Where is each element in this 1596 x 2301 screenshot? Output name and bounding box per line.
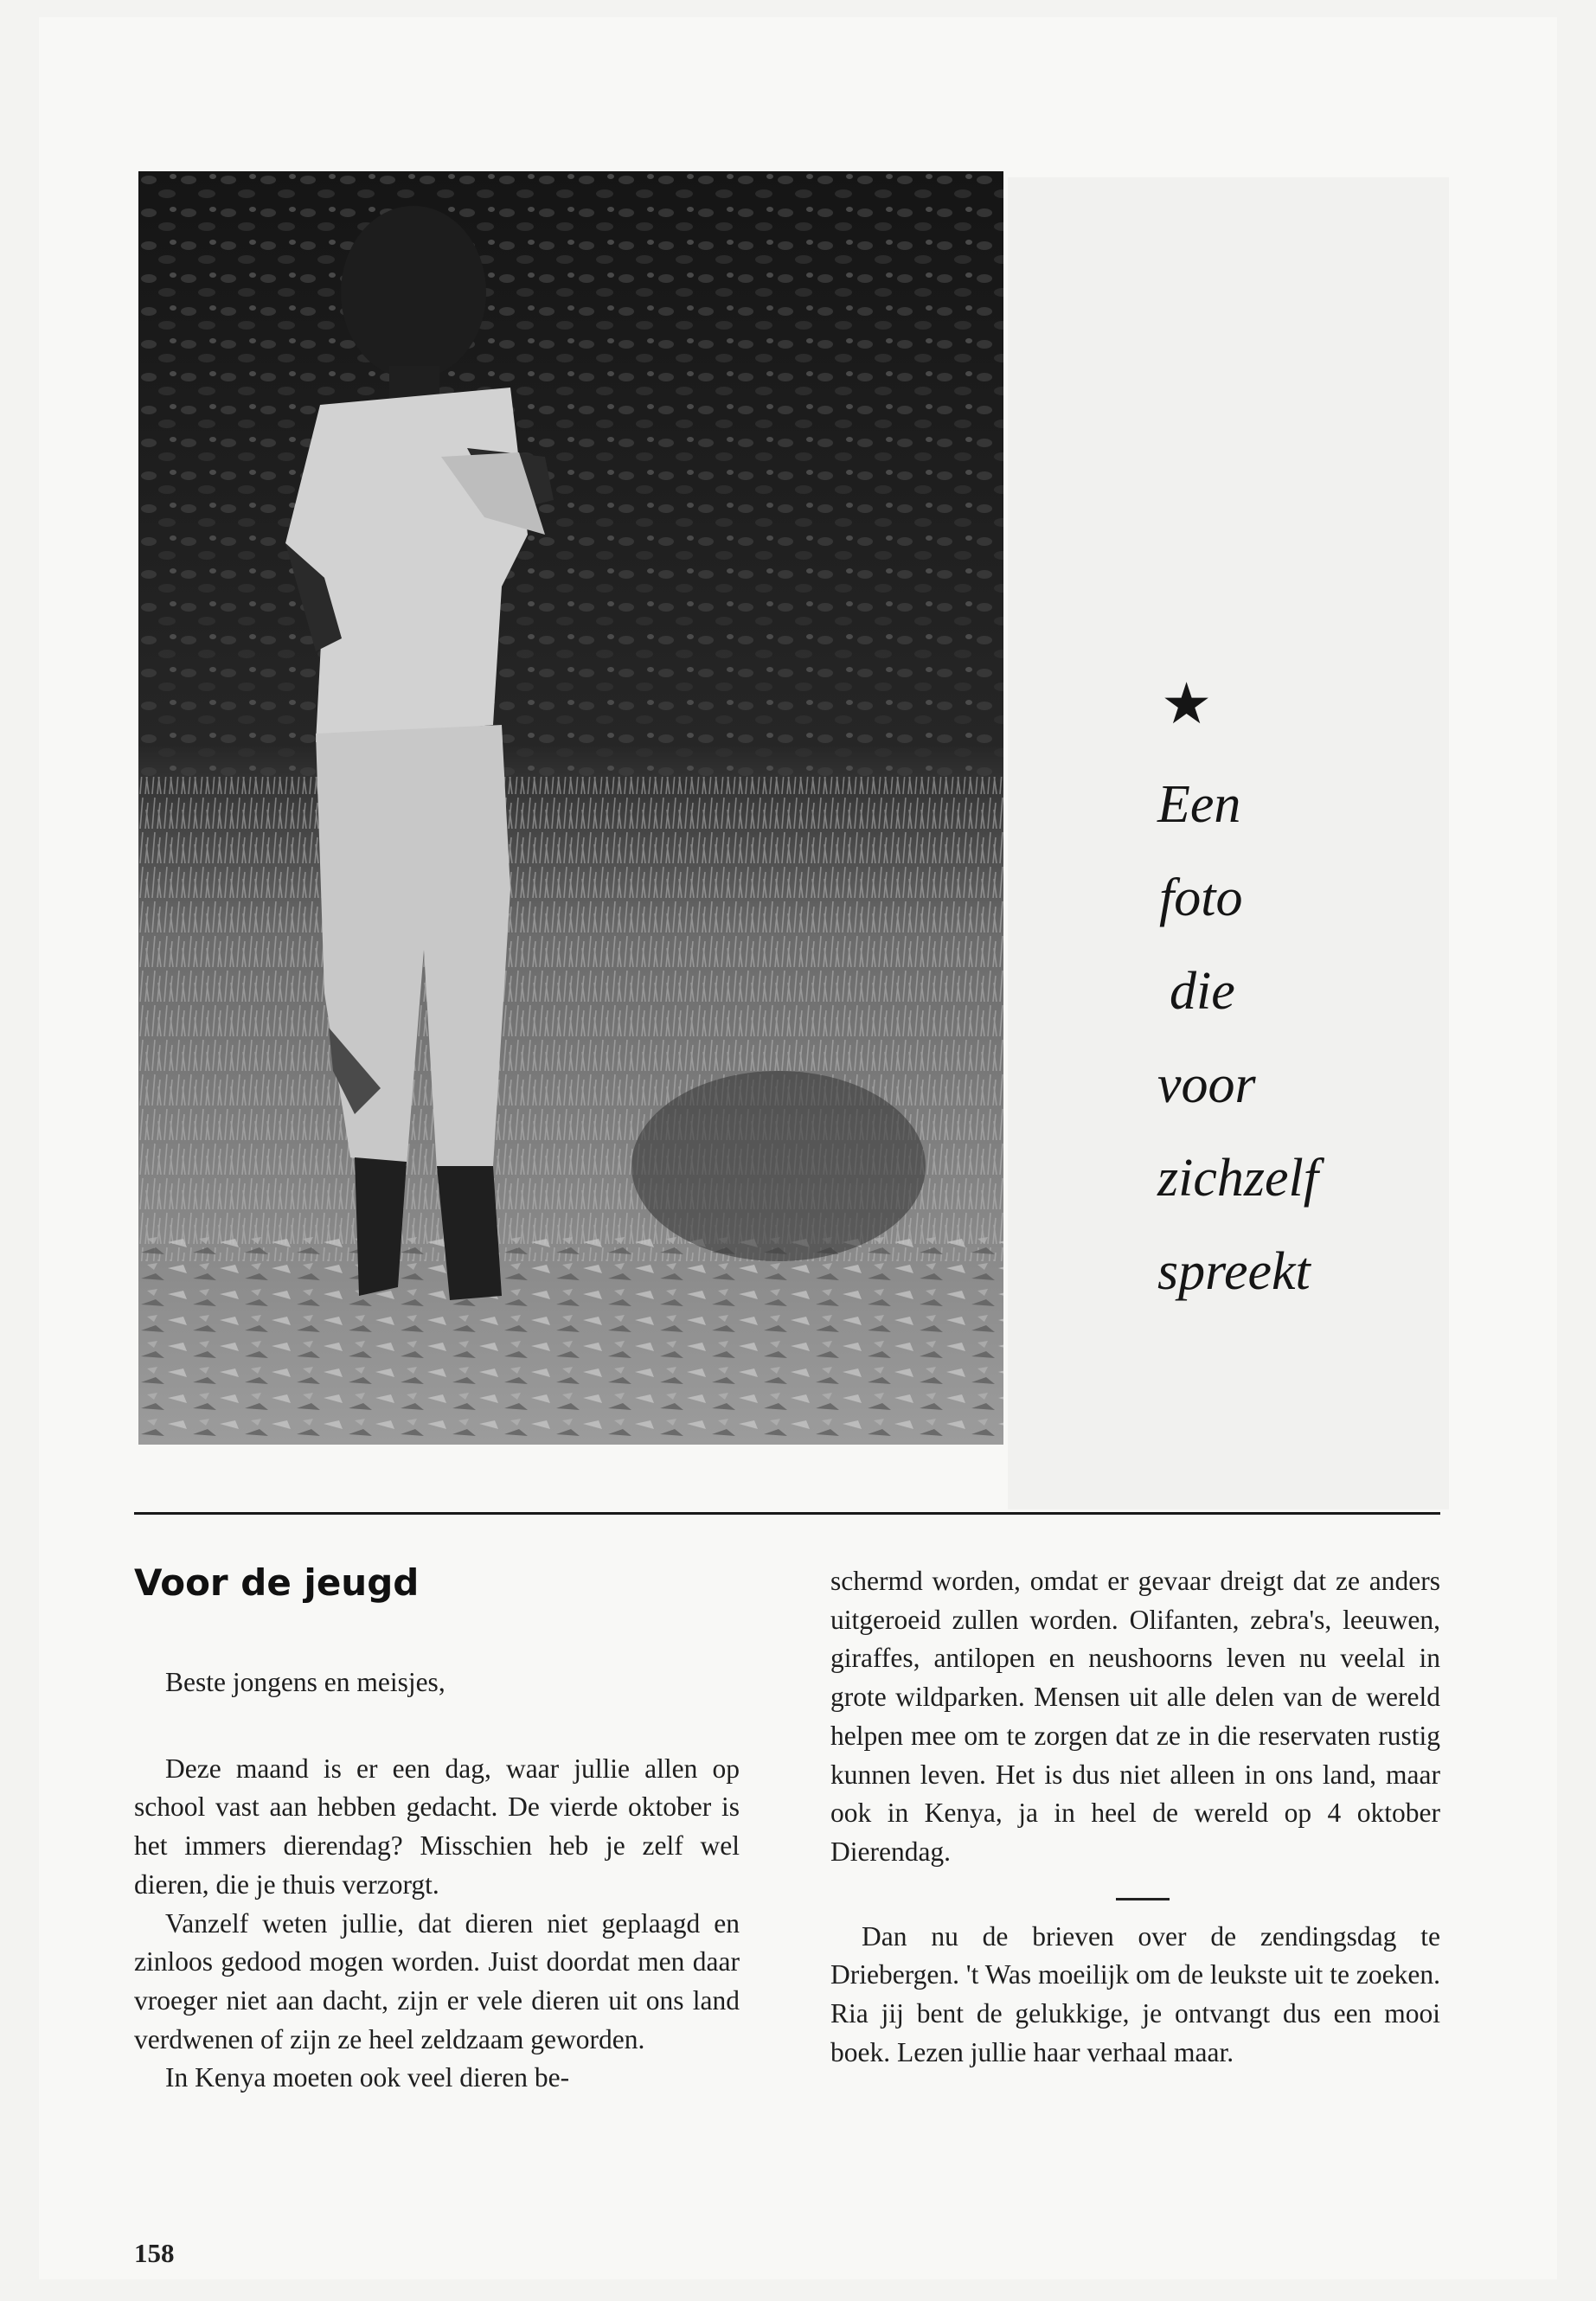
paragraph: Deze maand is er een dag, waar jullie allen op school vast aan hebben gedacht. De vierde oktober is het immers dierendag? Misschien heb je zelf wel dieren, die je thuis verzorgt. bbox=[134, 1753, 740, 1900]
short-divider bbox=[1116, 1898, 1170, 1900]
caption-line-2: foto bbox=[1159, 868, 1243, 927]
paragraph: Dan nu de brieven over de zendingsdag te Driebergen. 't Was moeilijk om de leukste uit te zoeken. Ria jij bent de gelukkige, je ontvangt dus een mooi boek. Lezen jullie haar verhaal maar. bbox=[830, 1920, 1440, 2067]
caption-line-3: die bbox=[1170, 962, 1235, 1021]
section-heading: Voor de jeugd bbox=[134, 1561, 420, 1604]
caption-line-6: spreekt bbox=[1157, 1242, 1311, 1301]
photo-caption bbox=[1157, 675, 1318, 1318]
salutation: Beste jongens en meisjes, bbox=[165, 1667, 445, 1697]
paragraph: schermd worden, omdat er gevaar dreigt dat ze anders uitgeroeid zullen worden. Olifanten, zebra's, leeuwen, giraffes, antilopen en neushoorns leven nu veelal in grote wildparken. Mensen uit alle delen van de wereld helpen mee om te zorgen dat ze in die reservaten rustig kunnen leven. Het is dus niet alleen in ons land, maar ook in Kenya, ja in heel de wereld op 4 oktober Dierendag. bbox=[830, 1566, 1440, 1867]
paragraph: In Kenya moeten ook veel dieren be- bbox=[165, 2062, 570, 2093]
article-column-left bbox=[134, 1663, 740, 2098]
caption-line-1: Een bbox=[1157, 775, 1241, 834]
page-number: 158 bbox=[134, 2238, 175, 2268]
star-icon: ★ bbox=[1161, 673, 1213, 736]
paragraph: Vanzelf weten jullie, dat dieren niet geplaagd en zinloos gedood mogen worden. Juist doordat men daar vroeger niet aan dacht, zijn er vele dieren uit ons land verdwenen of zijn ze heel zeldzaam geworden. bbox=[134, 1907, 740, 2054]
section-divider bbox=[134, 1512, 1440, 1515]
article-column-right bbox=[830, 1562, 1440, 2072]
caption-line-5: zichzelf bbox=[1157, 1149, 1318, 1208]
photo-illustration bbox=[138, 171, 1003, 1445]
child-photo bbox=[138, 171, 1003, 1445]
caption-line-4: voor bbox=[1157, 1055, 1256, 1114]
